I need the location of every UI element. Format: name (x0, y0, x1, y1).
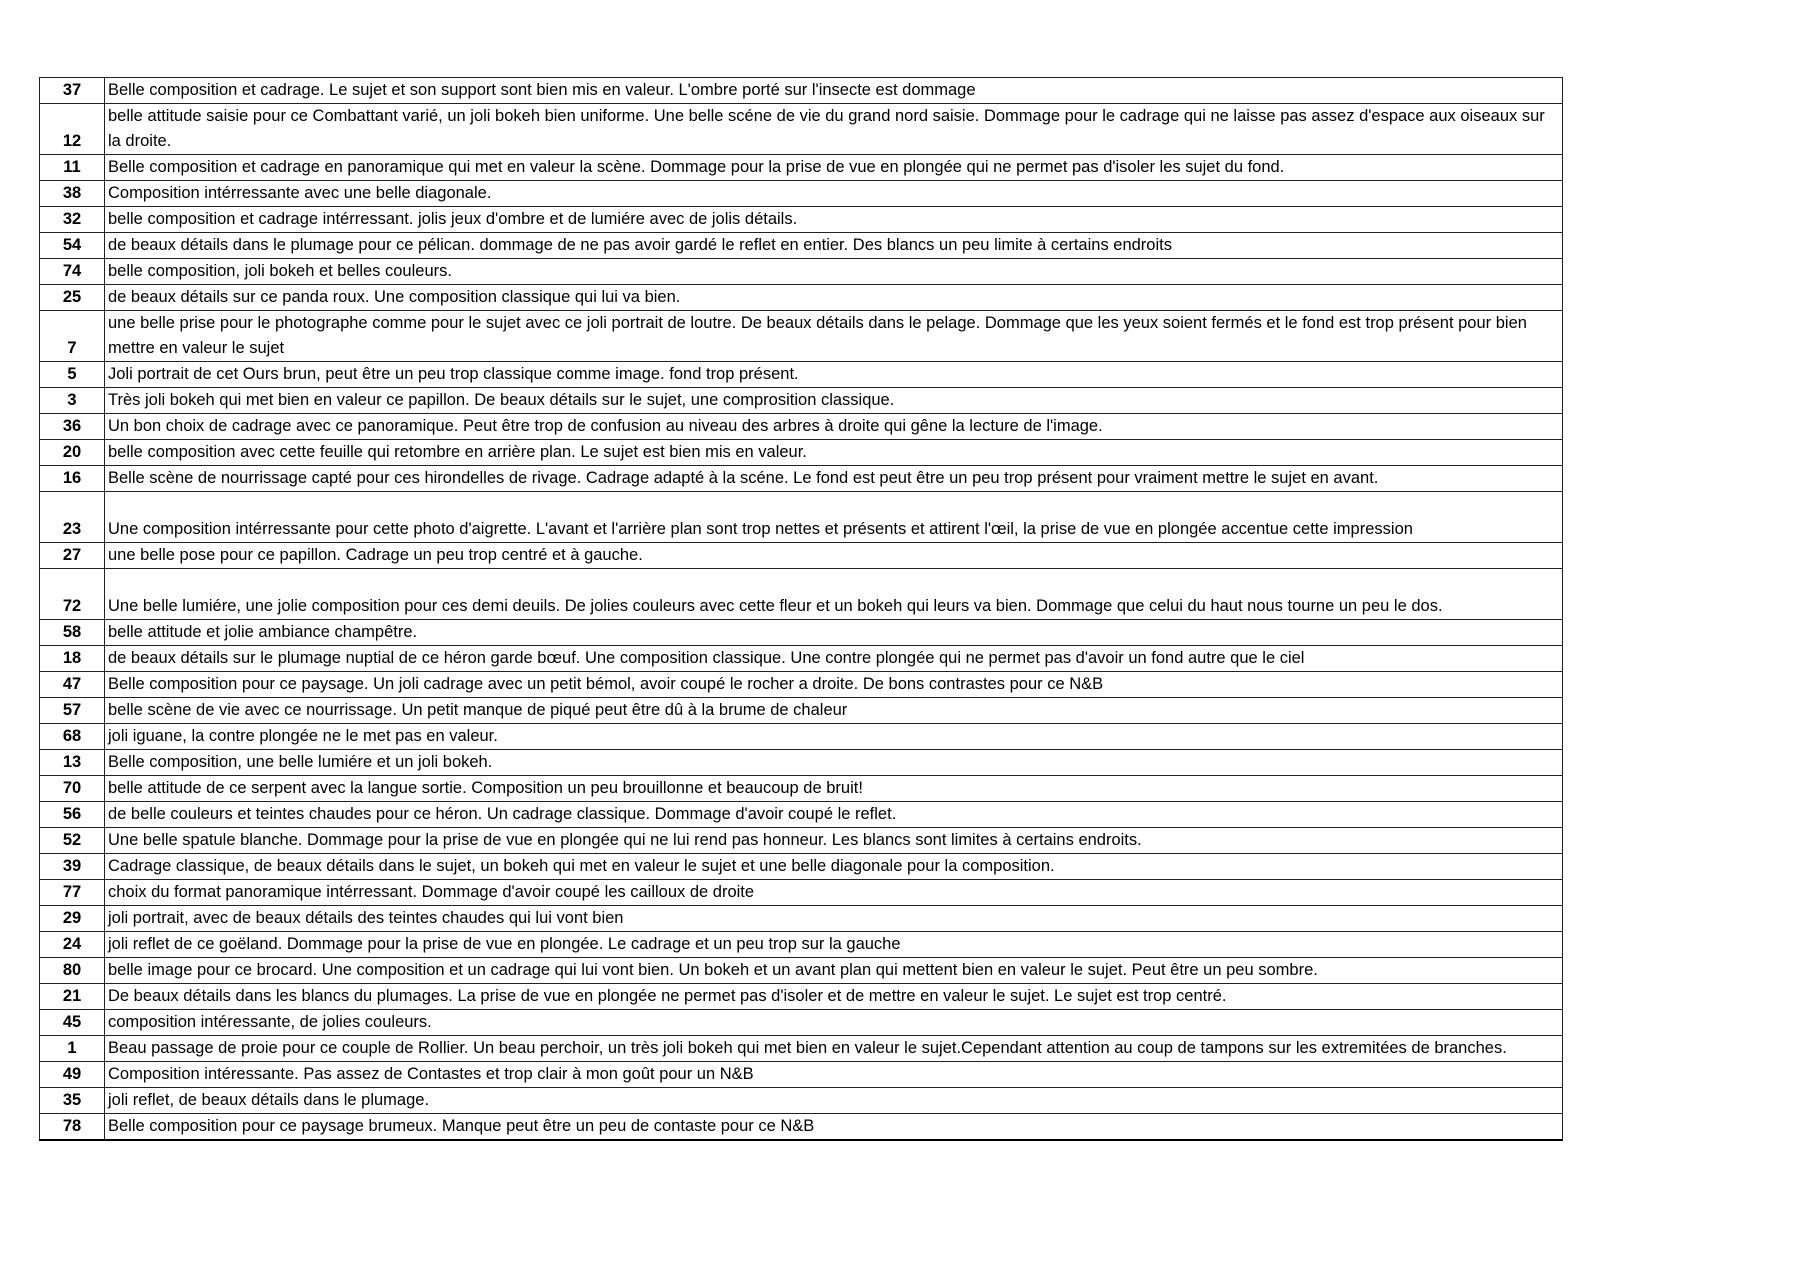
table-row (40, 440, 1563, 466)
photo-number-cell[interactable]: 49 (40, 1062, 105, 1088)
photo-number-cell[interactable]: 24 (40, 932, 105, 958)
comment-cell[interactable]: de beaux détails sur ce panda roux. Une composition classique qui lui va bien. (105, 285, 1563, 311)
comment-cell[interactable]: joli reflet, de beaux détails dans le plumage. (105, 1088, 1563, 1114)
photo-number-cell[interactable]: 52 (40, 828, 105, 854)
photo-number-cell[interactable]: 32 (40, 207, 105, 233)
photo-number-cell[interactable]: 35 (40, 1088, 105, 1114)
photo-number-cell[interactable]: 3 (40, 388, 105, 414)
table-row (40, 750, 1563, 776)
comment-cell[interactable]: Un bon choix de cadrage avec ce panoramique. Peut être trop de confusion au niveau des arbres à droite qui gêne la lecture de l'image. (105, 414, 1563, 440)
photo-number-cell[interactable]: 37 (40, 78, 105, 104)
photo-number-cell[interactable]: 68 (40, 724, 105, 750)
table-row (40, 311, 1563, 362)
photo-number-cell[interactable]: 23 (40, 492, 105, 543)
comment-cell[interactable]: une belle pose pour ce papillon. Cadrage un peu trop centré et à gauche. (105, 543, 1563, 569)
photo-number-cell[interactable]: 78 (40, 1114, 105, 1141)
table-row (40, 1114, 1563, 1141)
photo-number-cell[interactable]: 47 (40, 672, 105, 698)
table-row (40, 1062, 1563, 1088)
comment-cell[interactable]: composition intéressante, de jolies couleurs. (105, 1010, 1563, 1036)
photo-number-cell[interactable]: 70 (40, 776, 105, 802)
table-row (40, 466, 1563, 492)
table-row (40, 233, 1563, 259)
comment-cell[interactable]: Belle composition pour ce paysage brumeux. Manque peut être un peu de contaste pour ce N&B (105, 1114, 1563, 1141)
photo-number-cell[interactable]: 12 (40, 104, 105, 155)
comment-cell[interactable]: belle scène de vie avec ce nourrissage. Un petit manque de piqué peut être dû à la brume de chaleur (105, 698, 1563, 724)
table-row (40, 828, 1563, 854)
comment-cell[interactable]: belle attitude de ce serpent avec la langue sortie. Composition un peu brouillonne et beaucoup de bruit! (105, 776, 1563, 802)
table-row (40, 932, 1563, 958)
photo-number-cell[interactable]: 1 (40, 1036, 105, 1062)
photo-number-cell[interactable]: 7 (40, 311, 105, 362)
table-row (40, 362, 1563, 388)
table-row (40, 906, 1563, 932)
table-row (40, 78, 1563, 104)
photo-number-cell[interactable]: 74 (40, 259, 105, 285)
table-row (40, 646, 1563, 672)
table-row (40, 569, 1563, 620)
comment-cell[interactable]: Composition intérressante avec une belle diagonale. (105, 181, 1563, 207)
photo-number-cell[interactable]: 16 (40, 466, 105, 492)
table-row (40, 155, 1563, 181)
comment-cell[interactable]: de beaux détails dans le plumage pour ce pélican. dommage de ne pas avoir gardé le reflet en entier. Des blancs un peu limite à certains endroits (105, 233, 1563, 259)
table-row (40, 958, 1563, 984)
comment-cell[interactable]: belle attitude saisie pour ce Combattant varié, un joli bokeh bien uniforme. Une belle scéne de vie du grand nord saisie. Dommage pour le cadrage qui ne laisse pas assez d'espace aux oiseaux sur la droite. (105, 104, 1563, 155)
photo-number-cell[interactable]: 18 (40, 646, 105, 672)
comment-cell[interactable]: Belle composition pour ce paysage. Un joli cadrage avec un petit bémol, avoir coupé le rocher a droite. De bons contrastes pour ce N&B (105, 672, 1563, 698)
table-row (40, 880, 1563, 906)
comment-cell[interactable]: belle composition avec cette feuille qui retombre en arrière plan. Le sujet est bien mis en valeur. (105, 440, 1563, 466)
photo-number-cell[interactable]: 77 (40, 880, 105, 906)
comment-cell[interactable]: Une composition intérressante pour cette photo d'aigrette. L'avant et l'arrière plan sont trop nettes et présents et attirent l'œil, la prise de vue en plongée accentue cette impression (105, 492, 1563, 543)
photo-number-cell[interactable]: 45 (40, 1010, 105, 1036)
comment-cell[interactable]: Composition intéressante. Pas assez de Contastes et trop clair à mon goût pour un N&B (105, 1062, 1563, 1088)
comment-cell[interactable]: belle attitude et jolie ambiance champêtre. (105, 620, 1563, 646)
comment-cell[interactable]: Belle scène de nourrissage capté pour ces hirondelles de rivage. Cadrage adapté à la scéne. Le fond est peut être un peu trop présent pour vraiment mettre le sujet en avant. (105, 466, 1563, 492)
photo-number-cell[interactable]: 57 (40, 698, 105, 724)
comment-cell[interactable]: Une belle spatule blanche. Dommage pour la prise de vue en plongée qui ne lui rend pas honneur. Les blancs sont limites à certains endroits. (105, 828, 1563, 854)
comment-cell[interactable]: joli iguane, la contre plongée ne le met pas en valeur. (105, 724, 1563, 750)
table-row (40, 492, 1563, 543)
photo-number-cell[interactable]: 72 (40, 569, 105, 620)
table-row (40, 543, 1563, 569)
photo-number-cell[interactable]: 20 (40, 440, 105, 466)
table-row (40, 776, 1563, 802)
table-row (40, 181, 1563, 207)
comments-table (39, 77, 1563, 1141)
table-row (40, 259, 1563, 285)
photo-number-cell[interactable]: 13 (40, 750, 105, 776)
table-row (40, 207, 1563, 233)
comment-cell[interactable]: Cadrage classique, de beaux détails dans le sujet, un bokeh qui met en valeur le sujet et une belle diagonale pour la composition. (105, 854, 1563, 880)
photo-number-cell[interactable]: 11 (40, 155, 105, 181)
comment-cell[interactable]: joli portrait, avec de beaux détails des teintes chaudes qui lui vont bien (105, 906, 1563, 932)
comments-table-body (40, 78, 1563, 1141)
photo-number-cell[interactable]: 80 (40, 958, 105, 984)
table-row (40, 104, 1563, 155)
comment-cell[interactable]: joli reflet de ce goëland. Dommage pour la prise de vue en plongée. Le cadrage et un peu trop sur la gauche (105, 932, 1563, 958)
photo-number-cell[interactable]: 36 (40, 414, 105, 440)
comment-cell[interactable]: une belle prise pour le photographe comme pour le sujet avec ce joli portrait de loutre. De beaux détails dans le pelage. Dommage que les yeux soient fermés et le fond est trop présent pour bien mettre en valeur le sujet (105, 311, 1563, 362)
photo-number-cell[interactable]: 25 (40, 285, 105, 311)
comment-cell[interactable]: belle composition et cadrage intérressant. jolis jeux d'ombre et de lumiére avec de jolis détails. (105, 207, 1563, 233)
photo-number-cell[interactable]: 21 (40, 984, 105, 1010)
table-row (40, 672, 1563, 698)
table-row (40, 1010, 1563, 1036)
table-row (40, 620, 1563, 646)
comment-cell[interactable]: Joli portrait de cet Ours brun, peut être un peu trop classique comme image. fond trop présent. (105, 362, 1563, 388)
comment-cell[interactable]: de belle couleurs et teintes chaudes pour ce héron. Un cadrage classique. Dommage d'avoir coupé le reflet. (105, 802, 1563, 828)
table-row (40, 414, 1563, 440)
comment-cell[interactable]: choix du format panoramique intérressant. Dommage d'avoir coupé les cailloux de droite (105, 880, 1563, 906)
photo-number-cell[interactable]: 56 (40, 802, 105, 828)
comment-cell[interactable]: de beaux détails sur le plumage nuptial de ce héron garde bœuf. Une composition classique. Une contre plongée qui ne permet pas d'avoir un fond autre que le ciel (105, 646, 1563, 672)
photo-number-cell[interactable]: 38 (40, 181, 105, 207)
photo-number-cell[interactable]: 5 (40, 362, 105, 388)
table-row (40, 802, 1563, 828)
photo-number-cell[interactable]: 39 (40, 854, 105, 880)
photo-number-cell[interactable]: 29 (40, 906, 105, 932)
photo-number-cell[interactable]: 58 (40, 620, 105, 646)
table-row (40, 698, 1563, 724)
comment-cell[interactable]: De beaux détails dans les blancs du plumages. La prise de vue en plongée ne permet pas d'isoler et de mettre en valeur le sujet. Le sujet est trop centré. (105, 984, 1563, 1010)
table-row (40, 854, 1563, 880)
table-row (40, 1036, 1563, 1062)
comment-cell[interactable]: Une belle lumiére, une jolie composition pour ces demi deuils. De jolies couleurs avec cette fleur et un bokeh qui leurs va bien. Dommage que celui du haut nous tourne un peu le dos. (105, 569, 1563, 620)
table-row (40, 724, 1563, 750)
comment-cell[interactable]: Belle composition et cadrage en panoramique qui met en valeur la scène. Dommage pour la prise de vue en plongée qui ne permet pas d'isoler les sujet du fond. (105, 155, 1563, 181)
comment-cell[interactable]: Beau passage de proie pour ce couple de Rollier. Un beau perchoir, un très joli bokeh qui met bien en valeur le sujet.Cependant attention au coup de tampons sur les extremitées de branches. (105, 1036, 1563, 1062)
photo-number-cell[interactable]: 27 (40, 543, 105, 569)
photo-number-cell[interactable]: 54 (40, 233, 105, 259)
comment-cell[interactable]: Belle composition, une belle lumiére et un joli bokeh. (105, 750, 1563, 776)
comment-cell[interactable]: Belle composition et cadrage. Le sujet et son support sont bien mis en valeur. L'ombre porté sur l'insecte est dommage (105, 78, 1563, 104)
comment-cell[interactable]: belle image pour ce brocard. Une composition et un cadrage qui lui vont bien. Un bokeh et un avant plan qui mettent bien en valeur le sujet. Peut être un peu sombre. (105, 958, 1563, 984)
table-row (40, 984, 1563, 1010)
table-row (40, 388, 1563, 414)
comment-cell[interactable]: Très joli bokeh qui met bien en valeur ce papillon. De beaux détails sur le sujet, une comprosition classique. (105, 388, 1563, 414)
comment-cell[interactable]: belle composition, joli bokeh et belles couleurs. (105, 259, 1563, 285)
table-row (40, 285, 1563, 311)
table-row (40, 1088, 1563, 1114)
